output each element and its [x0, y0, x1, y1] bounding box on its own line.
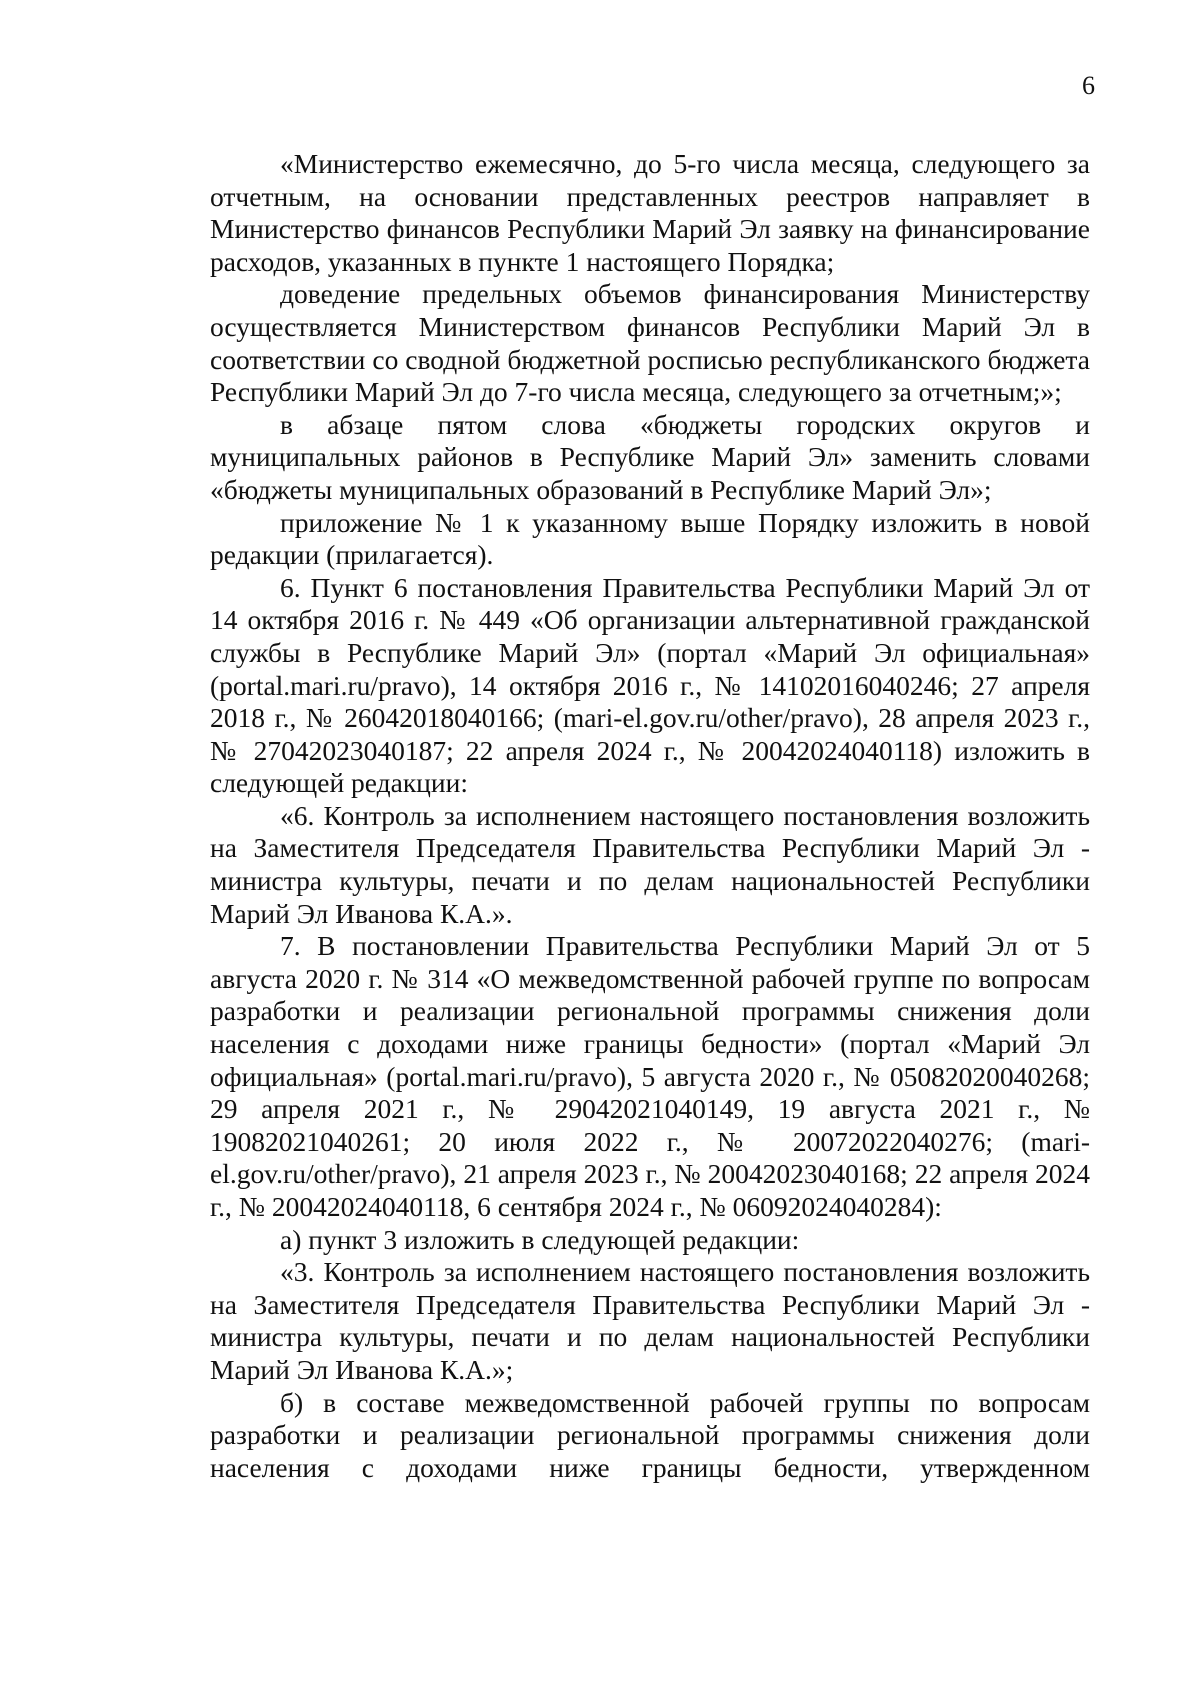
paragraph-appendix-1: приложение № 1 к указанному выше Порядку изложить в новой редакции (прилагается). — [210, 506, 1090, 571]
paragraph-ministry-monthly: «Министерство ежемесячно, до 5-го числа месяца, следующего за отчетным, на основании представленных реестров направляет в Министерство финансов Республики Марий Эл заявку на финансирование расходов, указанных в пункте 1 настоящего Порядка; — [210, 148, 1090, 277]
document-body — [210, 148, 1090, 1484]
paragraph-item-7: 7. В постановлении Правительства Республики Марий Эл от 5 августа 2020 г. № 314 «О межведомственной рабочей группе по вопросам разработки и реализации региональной программы снижения доли населения с доходами ниже границы бедности» (портал «Марий Эл официальная» (portal.mari.ru/pravo), 5 августа 2020 г., № 05082020040268; 29 апреля 2021 г., № 29042021040149, 19 августа 2021 г., № 19082021040261; 20 июля 2022 г., № 20072022040276; (mari-el.gov.ru/other/pravo), 21 апреля 2023 г., № 20042023040168; 22 апреля 2024 г., № 20042024040118, 6 сентября 2024 г., № 06092024040284): — [210, 930, 1090, 1222]
paragraph-financing-limits: доведение предельных объемов финансирования Министерству осуществляется Министерством финансов Республики Марий Эл в соответствии со сводной бюджетной росписью республиканского бюджета Республики Марий Эл до 7-го числа месяца, следующего за отчетным;»; — [210, 278, 1090, 408]
paragraph-item-6: 6. Пункт 6 постановления Правительства Республики Марий Эл от 14 октября 2016 г. № 449 «Об организации альтернативной гражданской службы в Республике Марий Эл» (портал «Марий Эл официальная» (portal.mari.ru/pravo), 14 октября 2016 г., № 14102016040246; 27 апреля 2018 г., № 26042018040166; (mari-el.gov.ru/other/pravo), 28 апреля 2023 г., № 27042023040187; 22 апреля 2024 г., № 20042024040118) изложить в следующей редакции: — [210, 571, 1090, 799]
paragraph-item-6-control: «6. Контроль за исполнением настоящего постановления возложить на Заместителя Председателя Правительства Республики Марий Эл - министра культуры, печати и по делам национальностей Республики Марий Эл Иванова К.А.». — [210, 799, 1090, 929]
page-number: 6 — [1082, 71, 1095, 100]
paragraph-item-3-control: «3. Контроль за исполнением настоящего постановления возложить на Заместителя Председателя Правительства Республики Марий Эл - министра культуры, печати и по делам национальностей Республики Марий Эл Иванова К.А.»; — [210, 1256, 1090, 1385]
paragraph-fifth-abzac: в абзаце пятом слова «бюджеты городских округов и муниципальных районов в Республике Марий Эл» заменить словами «бюджеты муниципальных образований в Республике Марий Эл»; — [210, 408, 1090, 505]
paragraph-subitem-b: б) в составе межведомственной рабочей группы по вопросам разработки и реализации региональной программы снижения доли населения с доходами ниже границы бедности, утвержденном — [210, 1386, 1090, 1483]
paragraph-subitem-a: а) пункт 3 изложить в следующей редакции: — [280, 1223, 800, 1255]
